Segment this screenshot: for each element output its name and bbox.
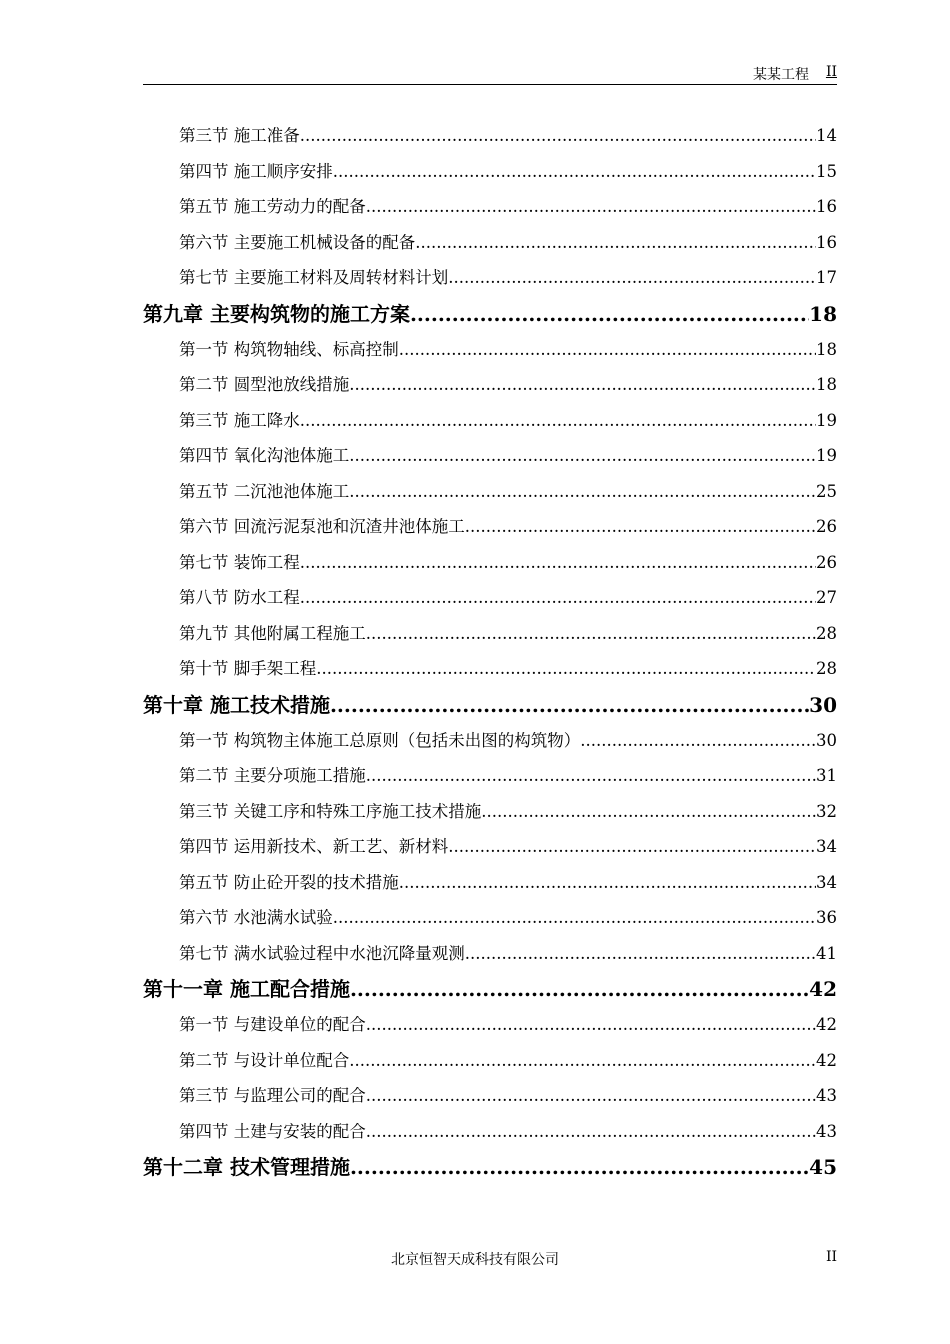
toc-section-entry[interactable] (143, 118, 837, 154)
toc-entry-page: 42 (809, 977, 837, 1001)
toc-leader-dots (366, 1078, 816, 1114)
toc-entry-title: 第八节 防水工程 (179, 588, 300, 607)
toc-leader-dots (350, 1149, 809, 1185)
toc-entry-page: 43 (816, 1086, 837, 1105)
toc-leader-dots (366, 189, 816, 225)
toc-leader-dots (448, 829, 816, 865)
toc-leader-dots (349, 367, 816, 403)
toc-entry-title: 第十章 施工技术措施 (143, 692, 330, 717)
toc-section-entry[interactable] (143, 474, 837, 510)
toc-chapter-entry[interactable] (143, 687, 837, 723)
toc-entry-page: 16 (816, 232, 837, 252)
toc-leader-dots (410, 296, 809, 332)
toc-entry-page: 28 (816, 623, 837, 643)
header-title: 某某工程 (753, 67, 809, 83)
toc-section-entry[interactable] (143, 580, 837, 616)
toc-section-entry[interactable] (143, 758, 837, 794)
toc-entry-title: 第三节 关键工序和特殊工序施工技术措施 (179, 801, 482, 821)
footer-company: 北京恒智天成科技有限公司 (391, 1252, 559, 1268)
toc-chapter-entry[interactable] (143, 1149, 837, 1185)
toc-leader-dots (448, 260, 816, 296)
page-header (143, 64, 837, 85)
toc-entry-title: 第七节 满水试验过程中水池沉降量观测 (179, 943, 465, 963)
toc-entry-title: 第七节 主要施工材料及周转材料计划 (179, 268, 449, 287)
toc-leader-dots (300, 403, 816, 439)
toc-entry-title: 第五节 施工劳动力的配备 (179, 197, 366, 216)
toc-entry-page: 31 (816, 766, 837, 785)
toc-entry-title: 第十二章 技术管理措施 (143, 1155, 350, 1179)
toc-entry-title: 第九节 其他附属工程施工 (179, 623, 366, 643)
toc-entry-title: 第九章 主要构筑物的施工方案 (143, 301, 410, 326)
toc-leader-dots (399, 865, 816, 901)
toc-section-entry[interactable] (143, 829, 837, 865)
toc-entry-title: 第六节 回流污泥泵池和沉渣井池体施工 (179, 517, 465, 536)
toc-entry-title: 第二节 主要分项施工措施 (179, 766, 366, 785)
toc-entry-title: 第二节 与设计单位配合 (179, 1050, 350, 1070)
toc-entry-page: 36 (816, 908, 837, 927)
toc-leader-dots (333, 900, 816, 936)
toc-leader-dots (349, 474, 816, 510)
toc-entry-title: 第一节 构筑物主体施工总原则（包括未出图的构筑物） (179, 730, 581, 750)
toc-entry-title: 第六节 主要施工机械设备的配备 (179, 232, 416, 252)
toc-leader-dots (366, 1007, 816, 1043)
toc-entry-page: 18 (816, 375, 837, 394)
toc-entry-page: 25 (816, 481, 837, 501)
toc-entry-title: 第五节 二沉池池体施工 (179, 481, 350, 501)
toc-entry-title: 第一节 构筑物轴线、标高控制 (179, 339, 399, 359)
toc-leader-dots (366, 1114, 816, 1150)
toc-entry-title: 第六节 水池满水试验 (179, 908, 333, 927)
toc-entry-title: 第四节 运用新技术、新工艺、新材料 (179, 837, 449, 856)
toc-entry-title: 第三节 施工降水 (179, 410, 300, 430)
toc-entry-title: 第三节 与监理公司的配合 (179, 1086, 366, 1105)
toc-section-entry[interactable] (143, 794, 837, 830)
table-of-contents (143, 118, 837, 1185)
toc-leader-dots (580, 723, 816, 759)
toc-entry-title: 第五节 防止砼开裂的技术措施 (179, 872, 399, 892)
toc-entry-title: 第三节 施工准备 (179, 126, 300, 145)
toc-entry-page: 34 (816, 837, 837, 856)
toc-section-entry[interactable] (143, 189, 837, 225)
toc-entry-page: 28 (816, 659, 837, 678)
toc-leader-dots (366, 616, 816, 652)
toc-leader-dots (300, 580, 816, 616)
toc-section-entry[interactable] (143, 1114, 837, 1150)
toc-section-entry[interactable] (143, 936, 837, 972)
toc-entry-title: 第七节 装饰工程 (179, 552, 300, 572)
toc-section-entry[interactable] (143, 438, 837, 474)
toc-entry-page: 26 (816, 517, 837, 536)
toc-entry-title: 第二节 圆型池放线措施 (179, 375, 350, 394)
toc-entry-page: 34 (816, 872, 837, 892)
toc-chapter-entry[interactable] (143, 971, 837, 1007)
toc-leader-dots (300, 118, 816, 154)
toc-entry-page: 45 (809, 1155, 837, 1179)
toc-entry-title: 第十节 脚手架工程 (179, 659, 317, 678)
toc-section-entry[interactable] (143, 225, 837, 261)
toc-section-entry[interactable] (143, 1007, 837, 1043)
toc-entry-title: 第四节 土建与安装的配合 (179, 1121, 366, 1141)
footer-page-number: II (825, 1249, 837, 1265)
toc-section-entry[interactable] (143, 367, 837, 403)
toc-entry-page: 19 (816, 446, 837, 465)
toc-leader-dots (330, 687, 809, 723)
toc-entry-page: 18 (816, 339, 837, 359)
toc-leader-dots (349, 438, 816, 474)
toc-section-entry[interactable] (143, 260, 837, 296)
toc-entry-page: 42 (816, 1050, 837, 1070)
toc-entry-page: 30 (809, 692, 837, 717)
toc-section-entry[interactable] (143, 1078, 837, 1114)
toc-leader-dots (481, 794, 816, 830)
toc-section-entry[interactable] (143, 403, 837, 439)
toc-entry-page: 15 (816, 161, 837, 181)
toc-entry-title: 第四节 氧化沟池体施工 (179, 446, 350, 465)
toc-chapter-entry[interactable] (143, 296, 837, 332)
toc-entry-page: 18 (809, 301, 837, 326)
toc-section-entry[interactable] (143, 651, 837, 687)
toc-entry-page: 17 (816, 268, 837, 287)
toc-leader-dots (333, 154, 816, 190)
toc-entry-page: 30 (816, 730, 837, 750)
toc-entry-page: 43 (816, 1121, 837, 1141)
toc-entry-page: 41 (816, 943, 837, 963)
toc-section-entry[interactable] (143, 332, 837, 368)
toc-section-entry[interactable] (143, 723, 837, 759)
toc-leader-dots (350, 971, 809, 1007)
toc-leader-dots (415, 225, 816, 261)
toc-section-entry[interactable] (143, 509, 837, 545)
toc-leader-dots (465, 509, 816, 545)
toc-leader-dots (465, 936, 816, 972)
toc-section-entry[interactable] (143, 900, 837, 936)
toc-leader-dots (316, 651, 816, 687)
toc-leader-dots (366, 758, 816, 794)
toc-leader-dots (349, 1043, 816, 1079)
toc-section-entry[interactable] (143, 865, 837, 901)
toc-section-entry[interactable] (143, 154, 837, 190)
toc-entry-page: 42 (816, 1015, 837, 1034)
toc-section-entry[interactable] (143, 1043, 837, 1079)
toc-section-entry[interactable] (143, 545, 837, 581)
toc-section-entry[interactable] (143, 616, 837, 652)
toc-leader-dots (399, 332, 816, 368)
toc-entry-page: 27 (816, 588, 837, 607)
header-page-number: II (825, 64, 837, 80)
toc-entry-page: 19 (816, 410, 837, 430)
toc-entry-page: 14 (816, 126, 837, 145)
toc-entry-page: 26 (816, 552, 837, 572)
toc-entry-page: 16 (816, 197, 837, 216)
toc-entry-title: 第一节 与建设单位的配合 (179, 1015, 366, 1034)
toc-entry-title: 第四节 施工顺序安排 (179, 161, 333, 181)
toc-entry-title: 第十一章 施工配合措施 (143, 977, 350, 1001)
toc-entry-page: 32 (816, 801, 837, 821)
toc-leader-dots (300, 545, 816, 581)
